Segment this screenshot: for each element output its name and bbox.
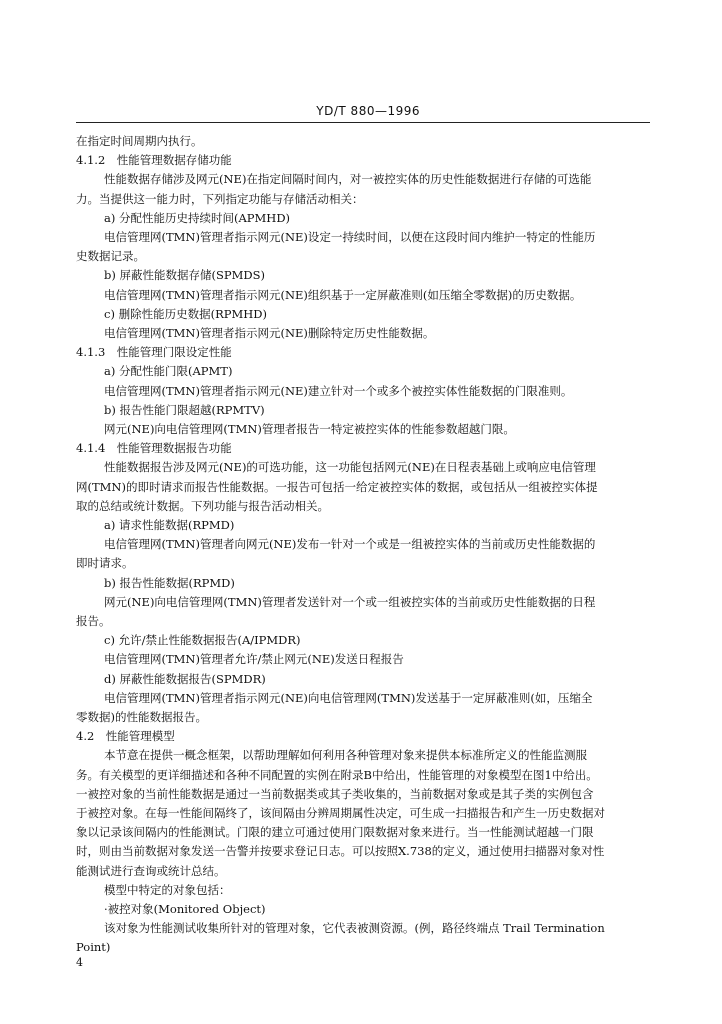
list-item: b) 报告性能门限超越(RPMTV) [104, 402, 265, 417]
text-line: 性能数据存储涉及网元(NE)在指定间隔时间内，对一被控实体的历史性能数据进行存储的可选能 [104, 172, 592, 187]
text-line: 史数据记录。 [76, 249, 145, 264]
section-heading: 4.1.4 性能管理数据报告功能 [76, 441, 232, 456]
text-line: 电信管理网(TMN)管理者指示网元(NE)删除特定历史性能数据。 [104, 326, 435, 340]
list-item: a) 分配性能历史持续时间(APMHD) [104, 210, 291, 225]
list-item: a) 请求性能数据(RPMD) [104, 518, 235, 532]
text-line: 即时请求。 [76, 556, 134, 571]
text-line: 电信管理网(TMN)管理者指示网元(NE)设定一持续时间，以便在这段时间内维护一特定的性能历 [104, 230, 596, 244]
header-rule [76, 122, 650, 123]
list-item: b) 报告性能数据(RPMD) [104, 575, 235, 590]
text-line: Point) [76, 940, 111, 955]
list-item: ·被控对象(Monitored Object) [104, 902, 266, 916]
section-heading: 4.2 性能管理模型 [76, 729, 175, 744]
text-line: 时，则由当前数据对象发送一告警并按要求登记日志。可以按照X.738的定义，通过使用扫描器对象对性 [76, 844, 605, 859]
text-line: 电信管理网(TMN)管理者指示网元(NE)组织基于一定屏蔽准则(如压缩全零数据)的历史数据。 [104, 287, 582, 302]
text-line: 报告。 [76, 614, 111, 628]
text-line: 能测试进行查询或统计总结。 [76, 863, 226, 878]
text-line: 于被控对象。在每一性能间隔终了，该间隔由分辨周期属性决定，可生成一扫描报告和产生一历史数据对 [76, 806, 605, 820]
text-line: 该对象为性能测试收集所针对的管理对象，它代表被测资源。(例，路径终端点 Trail Termination [104, 921, 605, 936]
section-heading: 4.1.3 性能管理门限设定性能 [76, 345, 232, 360]
text-line: 象以记录该间隔内的性能测试。门限的建立可通过使用门限数据对象来进行。当一性能测试超越一门限 [76, 825, 594, 840]
text-line: 电信管理网(TMN)管理者允许/禁止网元(NE)发送日程报告 [104, 652, 404, 667]
text-line: 务。有关模型的更详细描述和各种不同配置的实例在附录B中给出，性能管理的对象模型在图1中给出。 [76, 767, 598, 782]
text-line: 网元(NE)向电信管理网(TMN)管理者发送针对一个或一组被控实体的当前或历史性能数据的日程 [104, 594, 596, 609]
list-item: a) 分配性能门限(APMT) [104, 364, 233, 379]
list-item: d) 屏蔽性能数据报告(SPMDR) [104, 671, 266, 686]
list-item: b) 屏蔽性能数据存储(SPMDS) [104, 268, 265, 283]
text-line: 网元(NE)向电信管理网(TMN)管理者报告一特定被控实体的性能参数超越门限。 [104, 422, 515, 436]
page-header [0, 104, 722, 124]
text-line: 一被控对象的当前性能数据是通过一当前数据类或其子类收集的，当前数据对象或是其子类的实例包含 [76, 786, 594, 801]
text-line: 本节意在提供一概念框架，以帮助理解如何利用各种管理对象来提供本标准所定义的性能监测服 [104, 748, 587, 763]
text-line: 电信管理网(TMN)管理者指示网元(NE)向电信管理网(TMN)发送基于一定屏蔽准则(如，压缩全 [104, 690, 593, 705]
text-line: 零数据)的性能数据报告。 [76, 710, 207, 724]
text-line: 性能数据报告涉及网元(NE)的可选功能，这一功能包括网元(NE)在日程表基础上或响应电信管理 [104, 460, 596, 475]
text-line: 网(TMN)的即时请求而报告性能数据。一报告可包括一给定被控实体的数据，或包括从一组被控实体提 [76, 479, 598, 494]
section-heading: 4.1.2 性能管理数据存储功能 [76, 153, 232, 168]
text-line: 取的总结或统计数据。下列功能与报告活动相关。 [76, 498, 329, 513]
list-item: c) 允许/禁止性能数据报告(A/IPMDR) [104, 633, 301, 648]
page-number: 4 [76, 956, 83, 969]
list-item: c) 删除性能历史数据(RPMHD) [104, 306, 267, 321]
text-line: 模型中特定的对象包括： [104, 882, 231, 897]
text-line: 力。当提供这一能力时，下列指定功能与存储活动相关： [76, 191, 364, 206]
text-line: 电信管理网(TMN)管理者指示网元(NE)建立针对一个或多个被控实体性能数据的门限准则。 [104, 383, 573, 398]
text-line: 在指定时间周期内执行。 [76, 134, 203, 148]
text-line: 电信管理网(TMN)管理者向网元(NE)发布一针对一个或是一组被控实体的当前或历史性能数据的 [104, 537, 596, 552]
doc-number: YD/T 880—1996 [316, 104, 420, 118]
